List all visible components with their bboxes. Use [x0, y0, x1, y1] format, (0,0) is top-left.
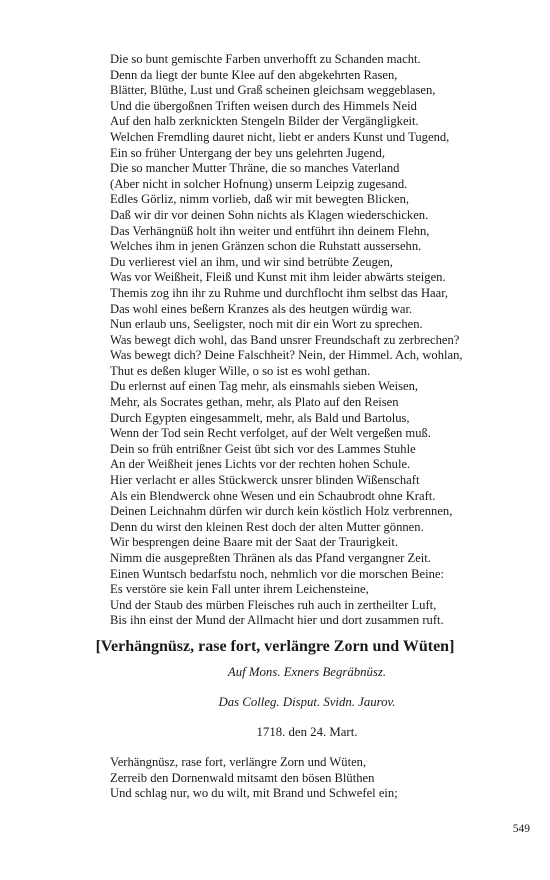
- page-number: 549: [512, 823, 530, 835]
- poem-line: Bis ihn einst der Mund der Allmacht hier und dort zusammen ruft.: [110, 613, 444, 628]
- poem-line: Nun erlaub uns, Seeligster, noch mit dir ein Wort zu sprechen.: [110, 317, 423, 332]
- poem-line: Wir besprengen deine Baare mit der Saat der Traurigkeit.: [110, 535, 399, 550]
- poem-line: Nimm die ausgepreßten Thränen als das Pfand vergangner Zeit.: [110, 551, 431, 565]
- poem-date: 1718. den 24. Mart.: [256, 725, 358, 739]
- poem-line: Es verstöre sie kein Fall unter ihrem Leichensteine,: [110, 582, 369, 597]
- poem-line: Dein so früh entrißner Geist übt sich vor des Lammes Stuhle: [110, 441, 416, 456]
- poem-line: Auf den halb zerknickten Stengeln Bilder der Vergängligkeit.: [110, 114, 419, 129]
- poem-line: Du erlernst auf einen Tag mehr, als einsmahls sieben Weisen,: [110, 379, 419, 394]
- poem-line: Themis zog ihn ihr zu Ruhme und durchflocht ihm selbst das Haar,: [110, 285, 449, 300]
- poem-subtitle: Auf Mons. Exners Begräbnüsz.: [227, 665, 387, 679]
- poem-line: Ein so früher Untergang der bey uns gelehrten Jugend,: [110, 145, 386, 160]
- poem-line: Mehr, als Socrates gethan, mehr, als Plato auf den Reisen: [110, 395, 399, 410]
- poem-bottom: [110, 755, 530, 802]
- poem-line: Daß wir dir vor deinen Sohn nichts als Klagen wiederschicken.: [110, 207, 429, 222]
- poem-line: Was vor Weißheit, Fleiß und Kunst mit ihm leider abwärts steigen.: [110, 270, 446, 285]
- poem-line: Blätter, Blüthe, Lust und Graß scheinen gleichsam weggeblasen,: [110, 83, 436, 98]
- poem-line: Die so bunt gemischte Farben unverhofft zu Schanden macht.: [110, 52, 421, 66]
- poem-line: Durch Egypten eingesammelt, mehr, als Bald und Bartolus,: [110, 410, 410, 425]
- poem-line: Die so mancher Mutter Thräne, die so manches Vaterland: [110, 161, 400, 176]
- poem-line: Du verlierest viel an ihm, und wir sind betrübte Zeugen,: [110, 254, 393, 269]
- poem-line: Als ein Blendwerck ohne Wesen und ein Schaubrodt ohne Kraft.: [110, 488, 436, 503]
- poem-line: Thut es deßen kluger Wille, o so ist es wohl gethan.: [110, 363, 371, 378]
- poem-line: Deinen Leichnahm dürfen wir durch kein köstlich Holz verbrennen,: [110, 504, 453, 519]
- poem-line: Zerreib den Dornenwald mitsamt den bösen Blüthen: [110, 770, 375, 785]
- poem-line: Einen Wuntsch bedarfstu noch, nehmlich vor die morschen Beine:: [110, 566, 444, 581]
- poem-line: Und der Staub des mürben Fleisches ruh auch in zertheilter Luft,: [110, 597, 437, 612]
- poem-top: [110, 52, 530, 629]
- poem-line: Und die übergoßnen Triften weisen durch des Himmels Neid: [110, 98, 417, 113]
- poem-heading: [Verhängnüsz, rase fort, verlängre Zorn und Wüten]: [95, 638, 455, 655]
- poem-line: Verhängnüsz, rase fort, verlängre Zorn und Wüten,: [110, 755, 367, 769]
- poem-author-line: Das Colleg. Disput. Svidn. Jaurov.: [218, 695, 396, 709]
- poem-line: Hier verlacht er alles Stückwerck unsrer blinden Wißenschaft: [110, 473, 420, 488]
- poem-line: Das wohl eines beßern Kranzes als des heutgen würdig war.: [110, 301, 413, 316]
- poem-line: Was bewegt dich wohl, das Band unsrer Freundschaft zu zerbrechen?: [110, 332, 460, 347]
- poem-line: Wenn der Tod sein Recht verfolget, auf der Welt vergeßen muß.: [110, 426, 431, 441]
- poem-line: Denn da liegt der bunte Klee auf den abgekehrten Rasen,: [110, 67, 398, 82]
- poem-line: Was bewegt dich? Deine Falschheit? Nein, der Himmel. Ach, wohlan,: [110, 348, 463, 363]
- poem-line: Das Verhängnüß holt ihn weiter und entführt ihn deinem Flehn,: [110, 223, 430, 238]
- poem-line: Welches ihm in jenen Gränzen schon die Ruhstatt aussersehn.: [110, 239, 422, 254]
- poem-line: Denn du wirst den kleinen Rest doch der alten Mutter gönnen.: [110, 519, 424, 534]
- poem-line: An der Weißheit jenes Lichts vor der rechten hohen Schule.: [110, 457, 411, 472]
- poem-line: Welchen Fremdling dauret nicht, liebt er anders Kunst und Tugend,: [110, 129, 450, 144]
- poem-line: (Aber nicht in solcher Hofnung) unserm Leipzig zugesand.: [110, 176, 408, 191]
- poem-line: Und schlag nur, wo du wilt, mit Brand und Schwefel ein;: [110, 786, 398, 801]
- poem-line: Edles Görliz, nimm vorlieb, daß wir mit bewegten Blicken,: [110, 192, 410, 207]
